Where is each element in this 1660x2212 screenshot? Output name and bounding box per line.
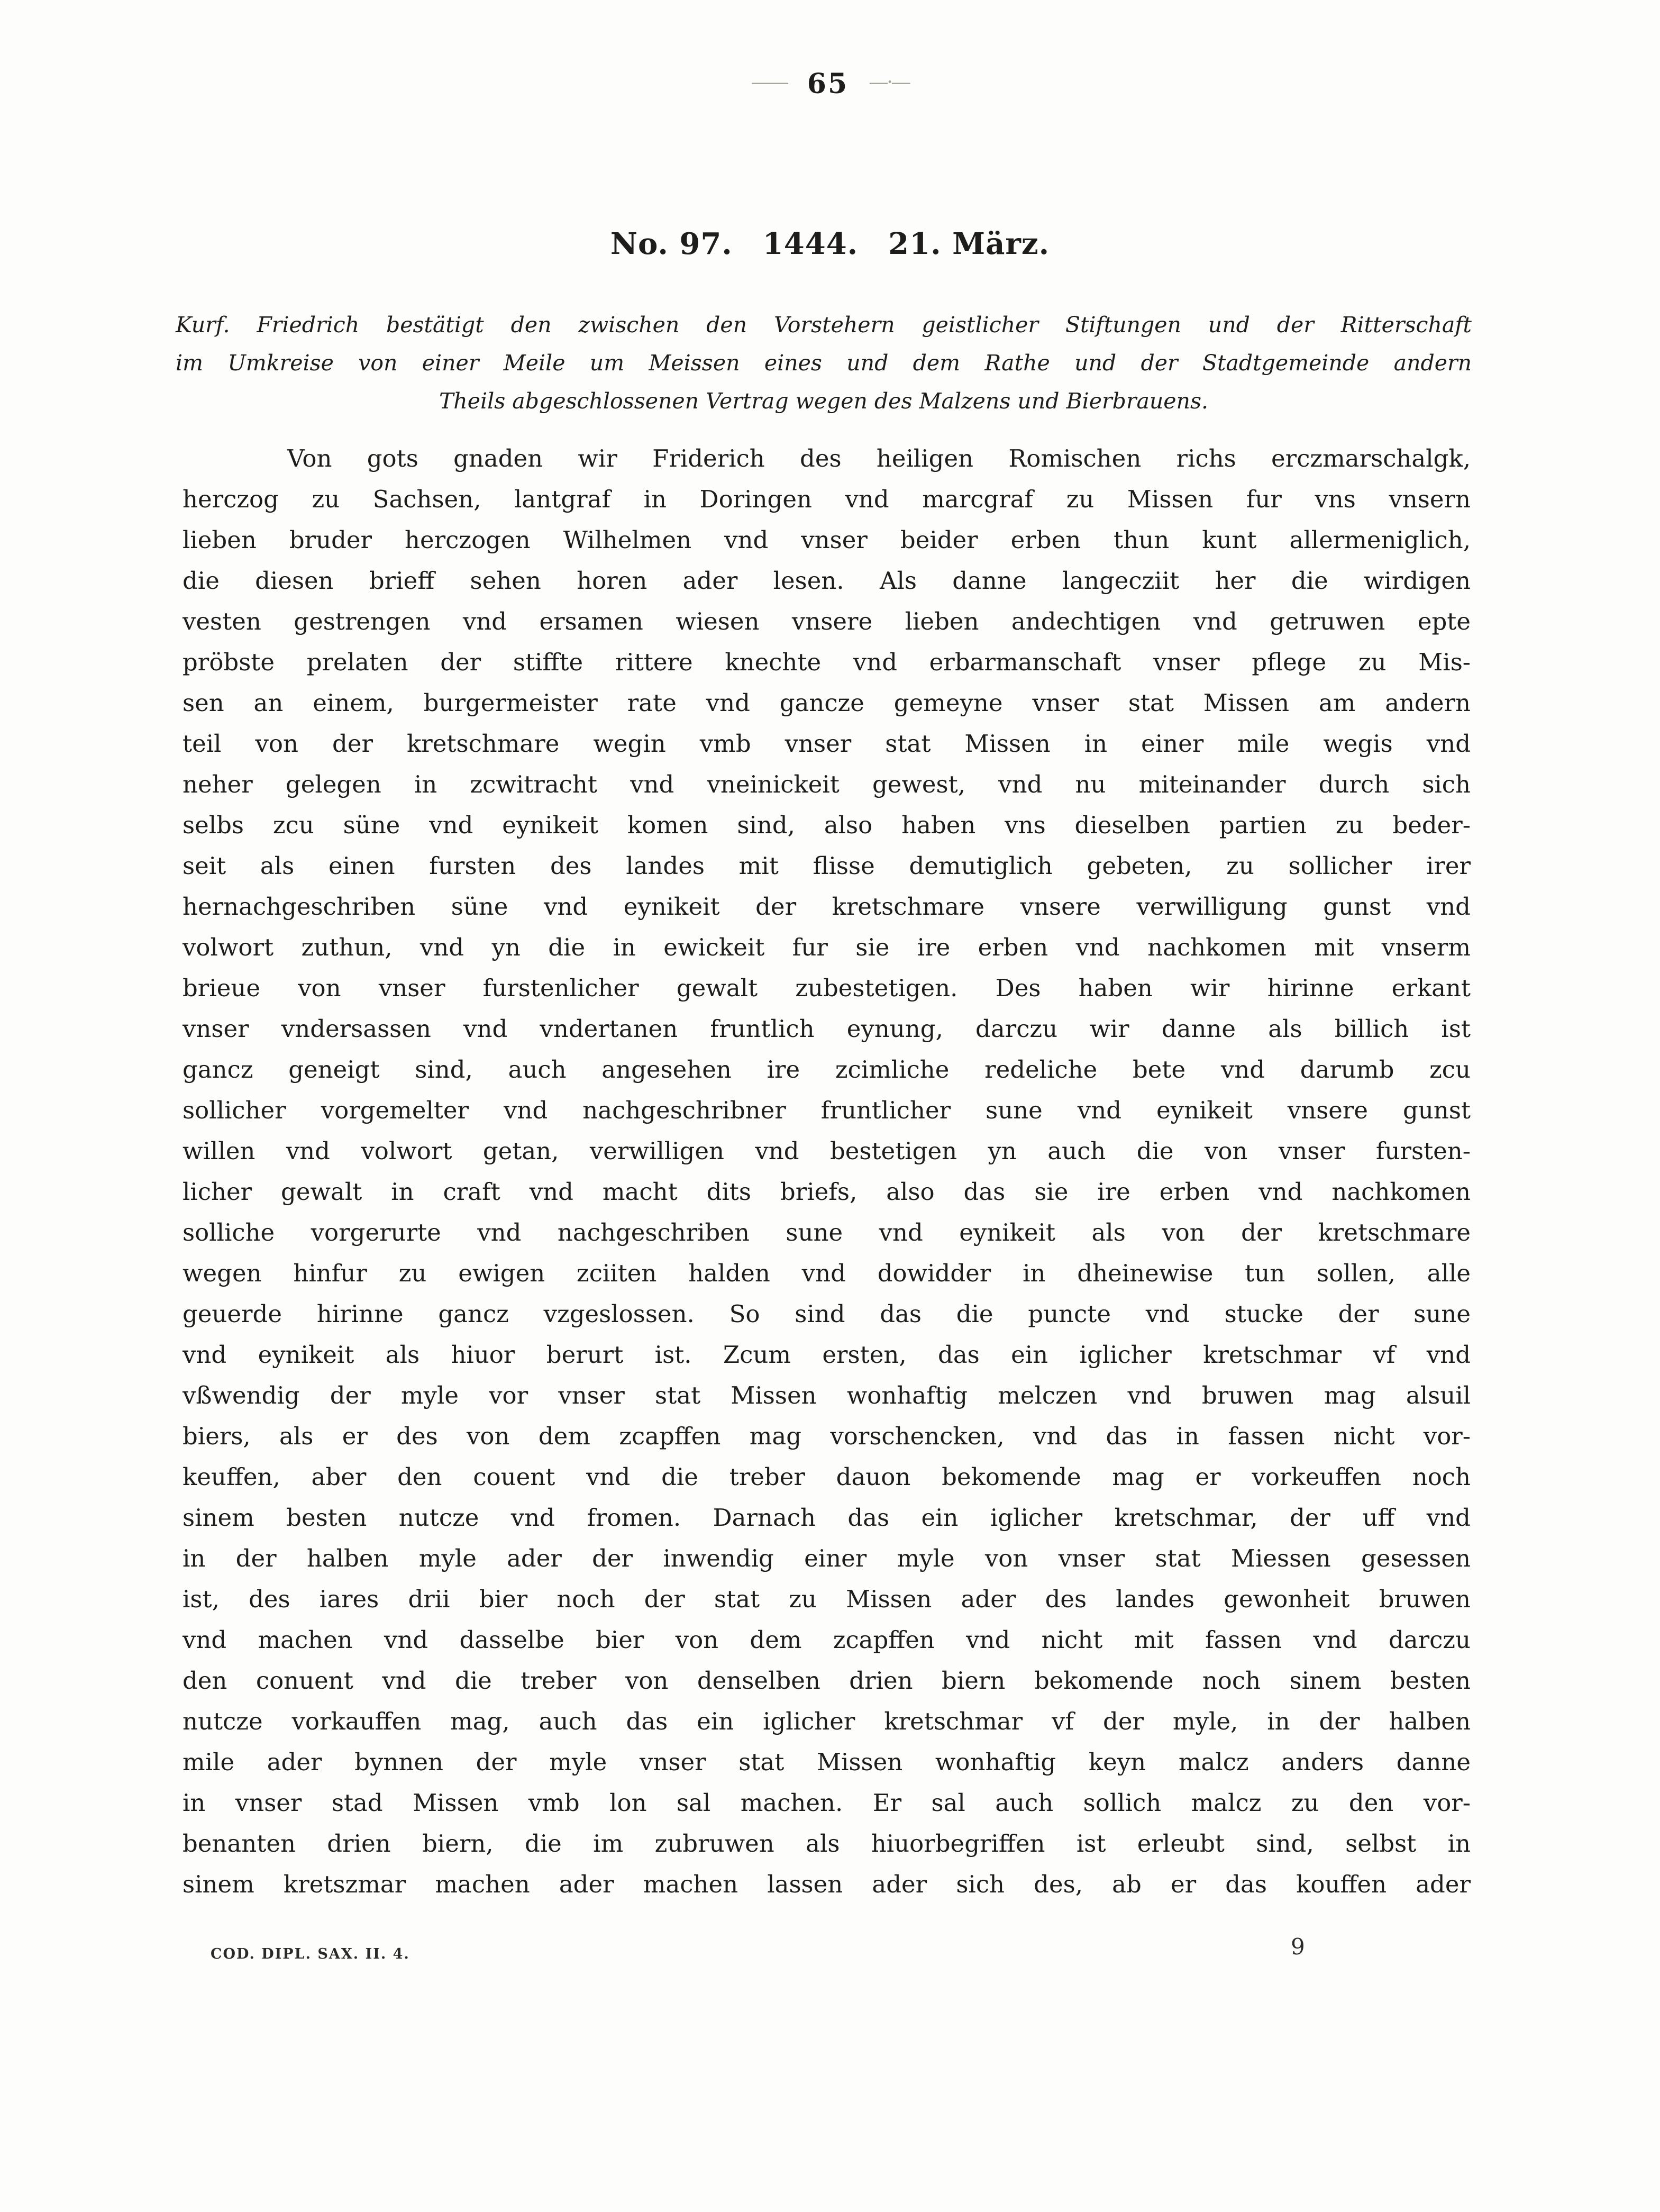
body-line: gancz geneigt sind, auch angesehen ire zcimliche redeliche bete vnd darumb zcu (183, 1055, 1471, 1084)
body-line: vesten gestrengen vnd ersamen wiesen vnsere lieben andechtigen vnd getruwen epte (183, 607, 1471, 635)
body-line: herczog zu Sachsen, lantgraf in Doringen vnd marcgraf zu Missen fur vns vnsern (183, 485, 1471, 513)
page-number: 65 (807, 68, 849, 100)
body-line: selbs zcu süne vnd eynikeit komen sind, also haben vns dieselben partien zu beder- (183, 811, 1471, 839)
body-line: die diesen brieff sehen horen ader lesen. Als danne langecziit her die wirdigen (183, 567, 1471, 595)
body-line: neher gelegen in zcwitracht vnd vneinickeit gewest, vnd nu miteinander durch sich (183, 770, 1471, 798)
body-line: sinem besten nutcze vnd fromen. Darnach das ein iglicher kretschmar, der uff vnd (183, 1504, 1471, 1532)
body-line: benanten drien biern, die im zubruwen als hiuorbegriffen ist erleubt sind, selbst in (183, 1829, 1471, 1858)
body-line: keuffen, aber den couent vnd die treber dauon bekomende mag er vorkeuffen noch (183, 1463, 1471, 1491)
body-line: solliche vorgerurte vnd nachgeschriben sune vnd eynikeit als von der kretschmare (183, 1218, 1471, 1246)
body-line: pröbste prelaten der stiffte rittere knechte vnd erbarmanschaft vnser pflege zu Mis- (183, 648, 1471, 676)
body-line: sollicher vorgemelter vnd nachgeschribner fruntlicher sune vnd eynikeit vnsere gunst (183, 1096, 1471, 1124)
header-dash-left: —— (751, 70, 787, 94)
body-line: vnd eynikeit als hiuor berurt ist. Zcum ersten, das ein iglicher kretschmar vf vnd (183, 1341, 1471, 1369)
body-line: in vnser stad Missen vmb lon sal machen. Er sal auch sollich malcz zu den vor- (183, 1789, 1471, 1817)
body-line: seit als einen fursten des landes mit flisse demutiglich gebeten, zu sollicher irer (183, 852, 1471, 880)
body-line: wegen hinfur zu ewigen zciiten halden vnd dowidder in dheinewise tun sollen, alle (183, 1259, 1471, 1287)
body-line: hernachgeschriben süne vnd eynikeit der kretschmare vnsere verwilligung gunst vnd (183, 893, 1471, 921)
body-line: vßwendig der myle vor vnser stat Missen wonhaftig melczen vnd bruwen mag alsuil (183, 1381, 1471, 1409)
body-line: sinem kretszmar machen ader machen lassen ader sich des, ab er das kouffen ader (183, 1870, 1471, 1898)
summary-line: Kurf. Friedrich bestätigt den zwischen den Vorstehern geistlicher Stiftungen und der Ritterschaft (176, 312, 1472, 338)
body-line: brieue von vnser furstenlicher gewalt zubestetigen. Des haben wir hirinne erkant (183, 974, 1471, 1002)
document-title: No. 97. 1444. 21. März. (610, 226, 1050, 261)
header-dash-right: —·— (869, 70, 909, 94)
summary-line: im Umkreise von einer Meile um Meissen eines und dem Rathe und der Stadtgemeinde andern (176, 350, 1472, 376)
body-line: vnd machen vnd dasselbe bier von dem zcapffen vnd nicht mit fassen vnd darczu (183, 1626, 1471, 1654)
summary-line: Theils abgeschlossenen Vertrag wegen des Malzens und Bierbrauens. (439, 388, 1209, 414)
body-line: willen vnd volwort getan, verwilligen vnd bestetigen yn auch die von vnser fursten- (183, 1137, 1471, 1165)
body-line: den conuent vnd die treber von denselben drien biern bekomende noch sinem besten (183, 1667, 1471, 1695)
body-line: volwort zuthun, vnd yn die in ewickeit fur sie ire erben vnd nachkomen mit vnserm (183, 933, 1471, 961)
footer-signature: COD. DIPL. SAX. II. 4. (211, 1946, 410, 1962)
body-line: in der halben myle ader der inwendig einer myle von vnser stat Miessen gesessen (183, 1544, 1471, 1572)
body-line: Von gots gnaden wir Friderich des heiligen Romischen richs erczmarschalgk, (287, 444, 1471, 472)
body-text (183, 438, 1471, 1905)
body-line: nutcze vorkauffen mag, auch das ein iglicher kretschmar vf der myle, in der halben (183, 1707, 1471, 1735)
page-header (0, 68, 1660, 100)
body-line: geuerde hirinne gancz vzgeslossen. So sind das die puncte vnd stucke der sune (183, 1300, 1471, 1328)
body-line: teil von der kretschmare wegin vmb vnser stat Missen in einer mile wegis vnd (183, 730, 1471, 758)
body-line: ist, des iares drii bier noch der stat zu Missen ader des landes gewonheit bruwen (183, 1585, 1471, 1613)
summary (176, 306, 1472, 420)
body-line: biers, als er des von dem zcapffen mag vorschencken, vnd das in fassen nicht vor- (183, 1422, 1471, 1450)
body-line: mile ader bynnen der myle vnser stat Missen wonhaftig keyn malcz anders danne (183, 1748, 1471, 1776)
body-line: lieben bruder herczogen Wilhelmen vnd vnser beider erben thun kunt allermeniglich, (183, 526, 1471, 554)
body-line: vnser vndersassen vnd vndertanen fruntlich eynung, darczu wir danne als billich ist (183, 1015, 1471, 1043)
footer-sheet-number: 9 (1291, 1934, 1305, 1960)
body-line: sen an einem, burgermeister rate vnd gancze gemeyne vnser stat Missen am andern (183, 689, 1471, 717)
body-line: licher gewalt in craft vnd macht dits briefs, also das sie ire erben vnd nachkomen (183, 1178, 1471, 1206)
